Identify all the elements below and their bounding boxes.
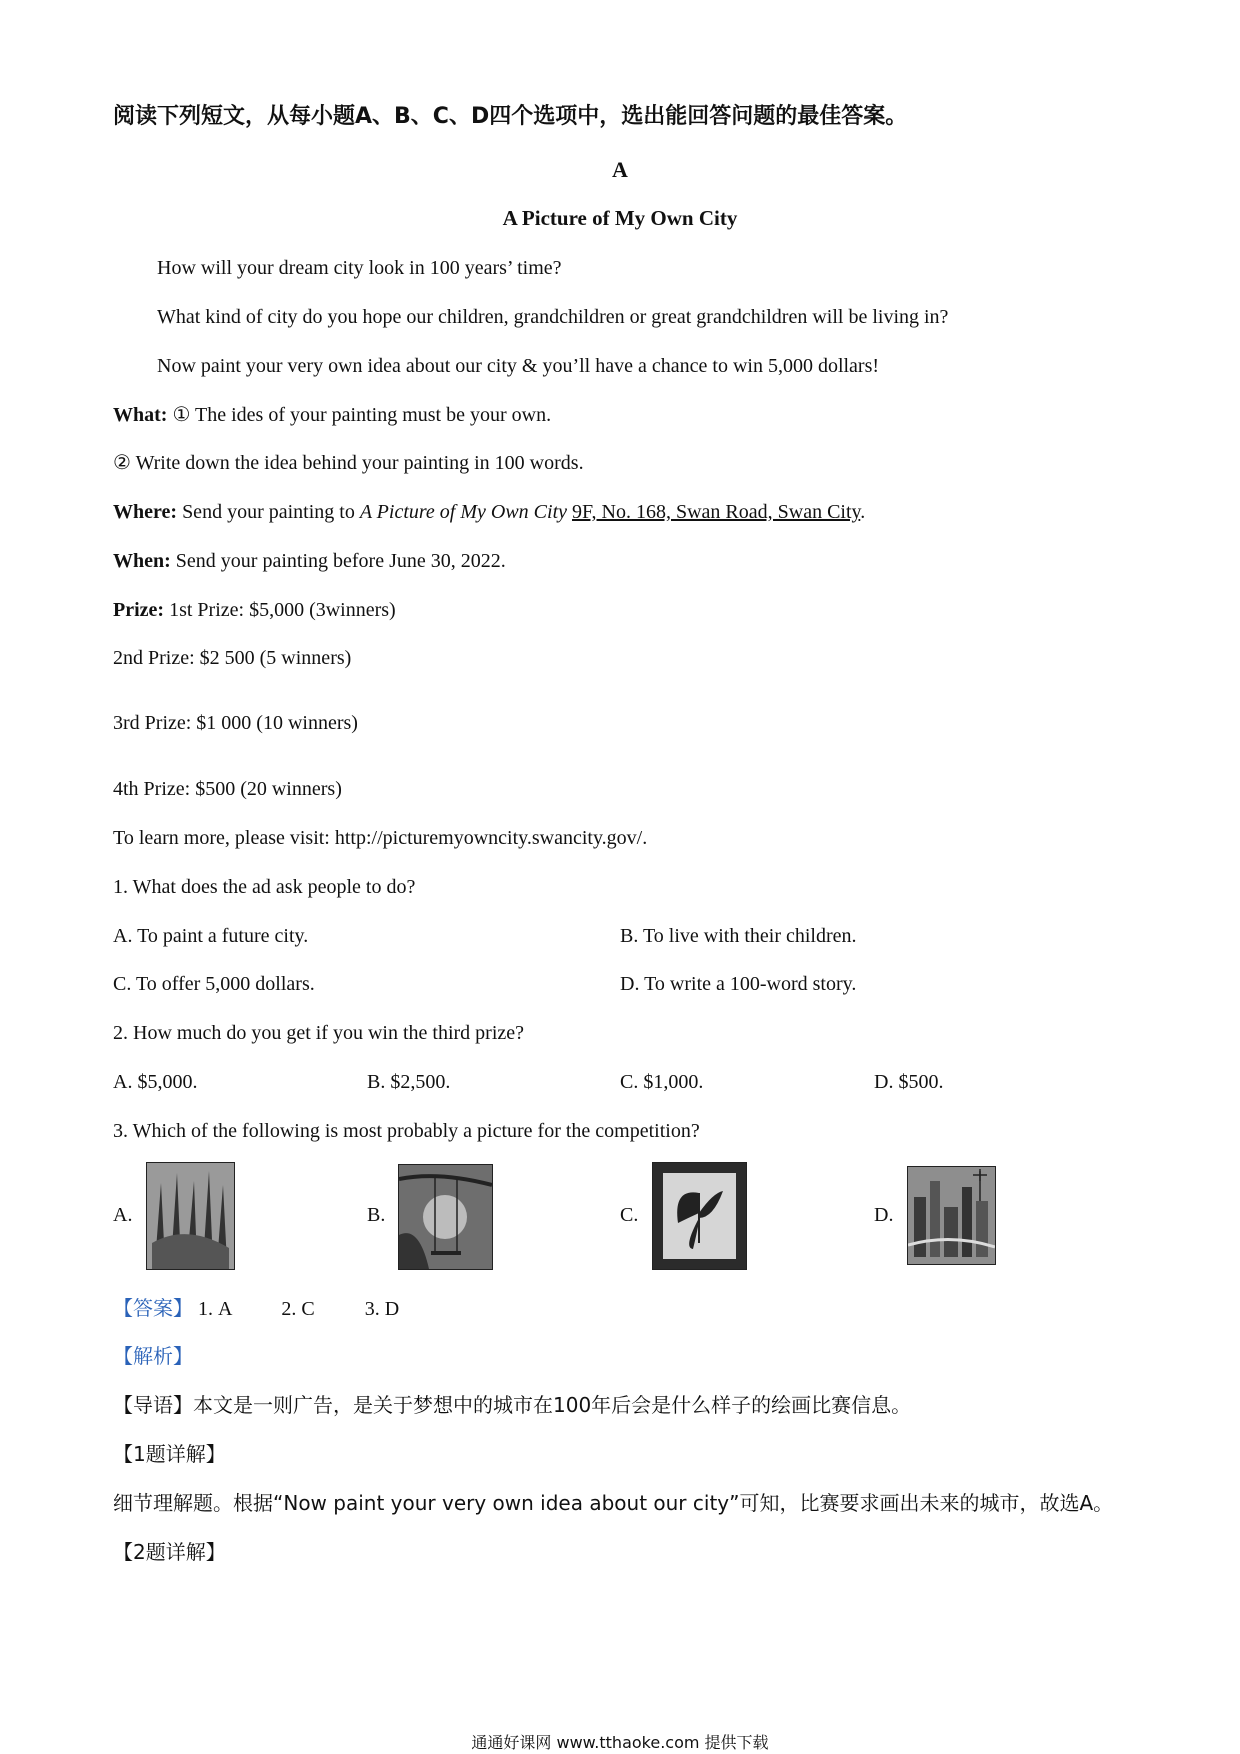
where-recipient: A Picture of My Own City [359,501,568,523]
what-rule-2: ② Write down the idea behind your painting in 100 words. [113,452,584,474]
q1-option-b: B. To live with their children. [620,925,857,947]
q3-option-b: B. [367,1204,386,1226]
q2-option-b: B. $2,500. [367,1071,451,1093]
question-1: 1. What does the ad ask people to do? [113,876,416,898]
question-2: 2. How much do you get if you win the third prize? [113,1022,525,1044]
q2-option-d: D. $500. [874,1071,944,1093]
prize-2: 2nd Prize: $2 500 (5 winners) [113,647,352,669]
prize-3: 3rd Prize: $1 000 (10 winners) [113,712,358,734]
q2-option-a: A. $5,000. [113,1071,198,1093]
detail-1-text: 细节理解题。根据“Now paint your very own idea about our city”可知，比赛要求画出未来的城市，故选A。 [113,1491,1114,1515]
answer-line [113,1295,399,1322]
where-line [113,499,865,525]
where-label: Where: [113,501,178,523]
where-text: Send your painting to [182,501,355,523]
guide-label: 【导语】 [113,1393,193,1417]
what-line [113,402,551,428]
intro-line-3: Now paint your very own idea about our city & you’ll have a chance to win 5,000 dollars! [157,355,880,377]
prize-label: Prize: [113,599,165,621]
q1-option-a: A. To paint a future city. [113,925,309,947]
q2-option-c: C. $1,000. [620,1071,704,1093]
q3-option-d: D. [874,1204,894,1226]
where-address: 9F, No. 168, Swan Road, Swan City [572,501,861,523]
intro-line-2: What kind of city do you hope our children, grandchildren or great grandchildren will be living in? [157,306,949,328]
when-text: Send your painting before June 30, 2022. [175,550,506,572]
instruction: 阅读下列短文，从每小题A、B、C、D四个选项中，选出能回答问题的最佳答案。 [113,104,908,129]
section-heading: A [612,157,628,182]
intro-line-1: How will your dream city look in 100 years’ time? [157,257,562,279]
q1-option-d: D. To write a 100-word story. [620,973,857,995]
guide-line [113,1392,911,1418]
answer-1: 1. A [198,1298,232,1320]
q3-option-c: C. [620,1204,639,1226]
when-label: When: [113,550,171,572]
detail-1-label: 【1题详解】 [113,1442,226,1466]
footer: 通通好课网 www.tthaoke.com 提供下载 [471,1733,769,1752]
prize-line-1 [113,597,396,623]
q3-picture-b-swing [398,1164,493,1270]
detail-2-label: 【2题详解】 [113,1540,226,1564]
prize-1: 1st Prize: $5,000 (3winners) [169,599,396,621]
what-rule-1: ① The ides of your painting must be your own. [172,404,552,426]
q1-option-c: C. To offer 5,000 dollars. [113,973,315,995]
q3-option-a: A. [113,1204,133,1226]
guide-text: 本文是一则广告，是关于梦想中的城市在100年后会是什么样子的绘画比赛信息。 [193,1393,912,1417]
prize-4: 4th Prize: $500 (20 winners) [113,778,342,800]
answer-3: 3. D [364,1298,400,1320]
q3-picture-a-trees [146,1162,235,1270]
answer-label: 【答案】 [113,1296,193,1320]
analysis-label: 【解析】 [113,1344,193,1368]
when-line [113,548,506,574]
question-3: 3. Which of the following is most probably a picture for the competition? [113,1120,700,1142]
learn-more: To learn more, please visit: http://picturemyowncity.swancity.gov/. [113,827,648,849]
q3-picture-d-future-city [907,1166,996,1265]
answer-2: 2. C [281,1298,315,1320]
where-end: . [860,501,866,523]
passage-title: A Picture of My Own City [502,206,738,230]
q3-picture-c-butterfly [652,1162,747,1270]
what-label: What: [113,404,168,426]
